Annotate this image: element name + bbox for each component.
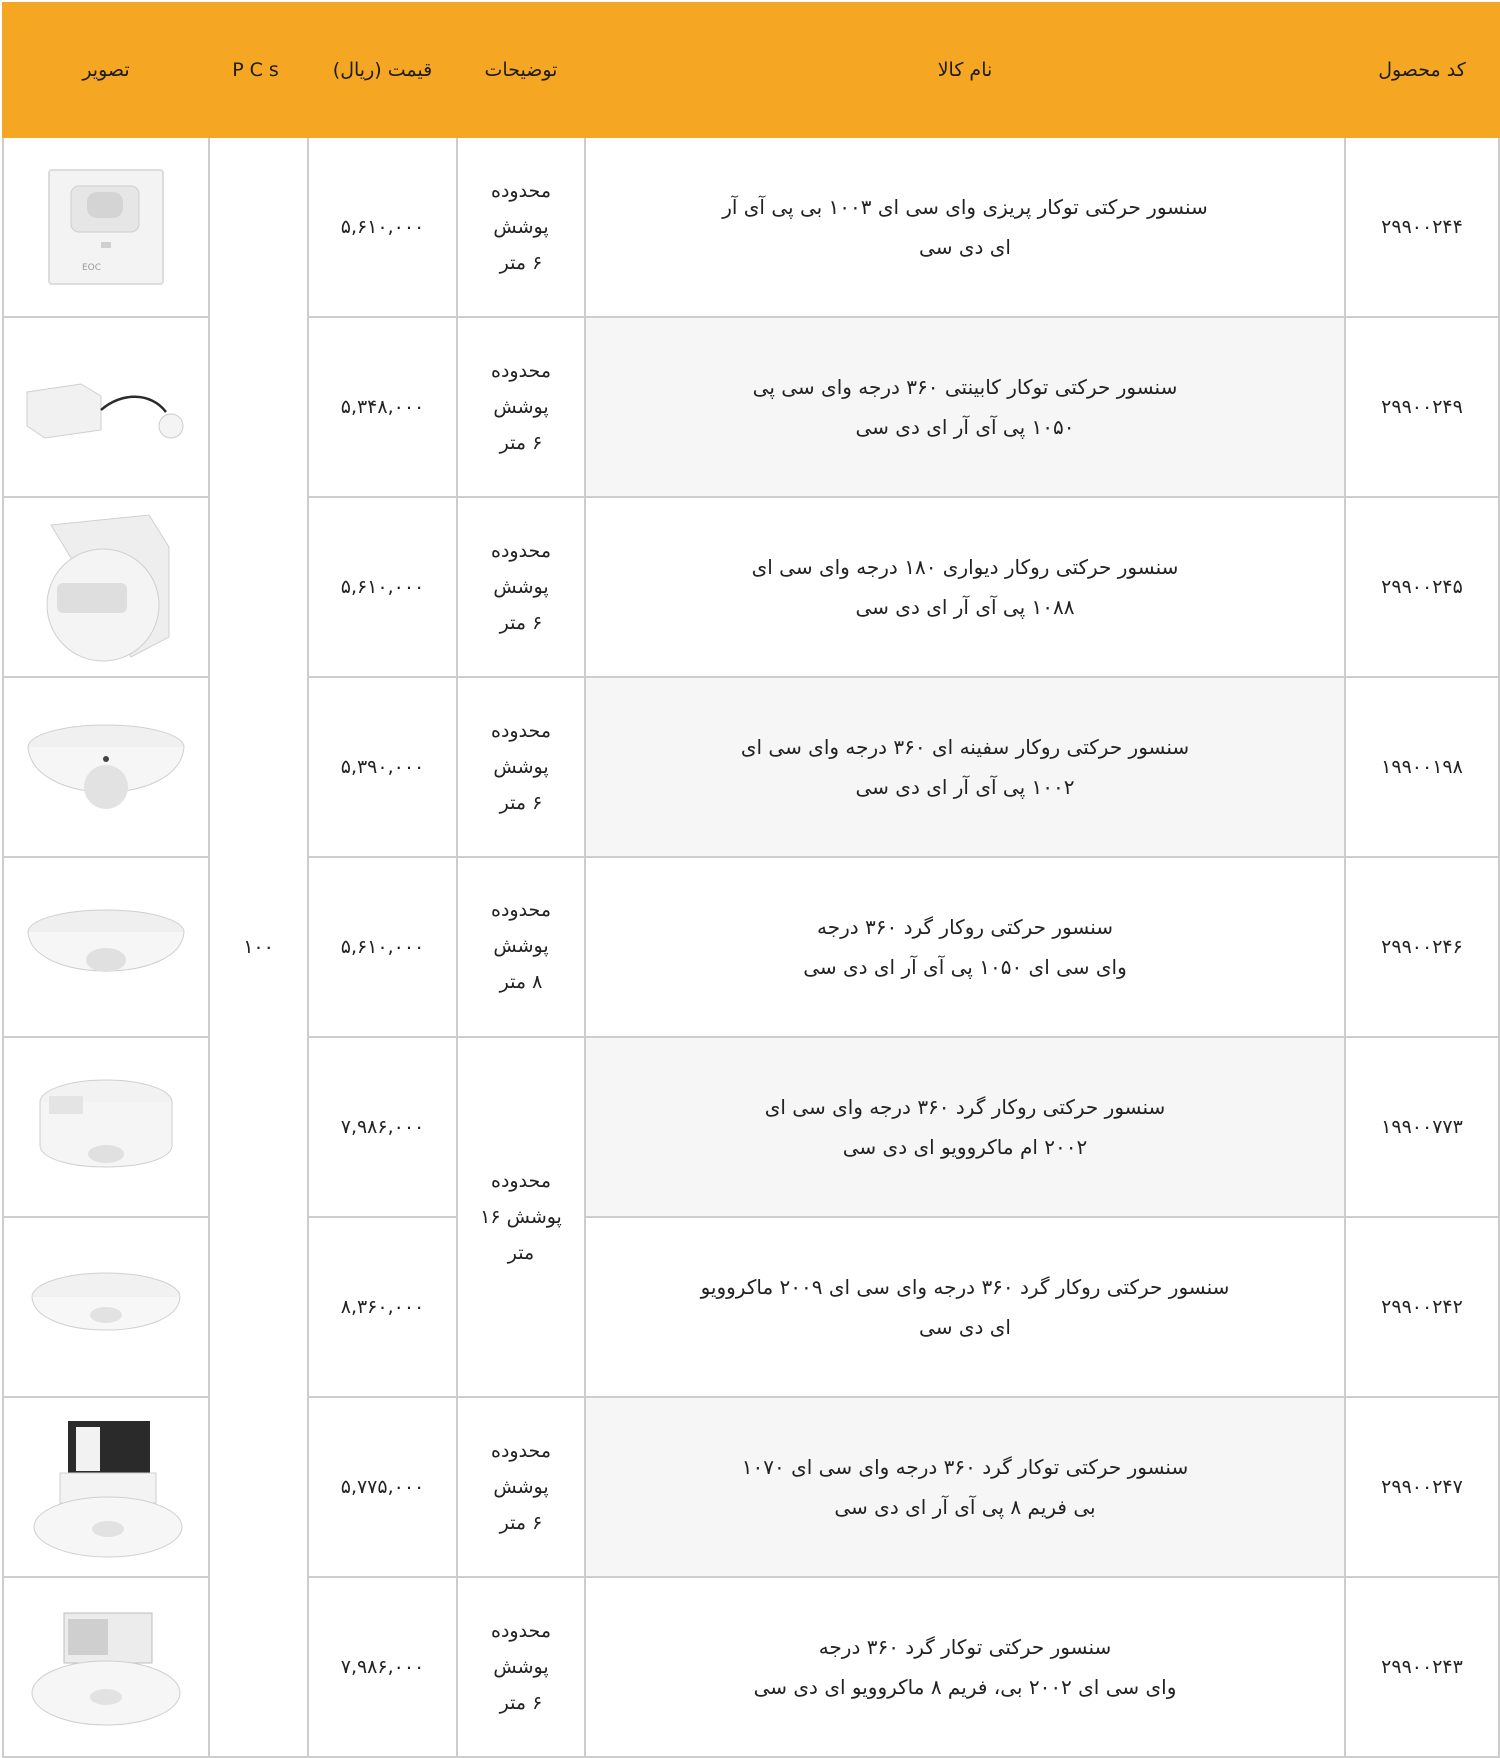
product-description (457, 1397, 585, 1577)
description-line: ۶ متر (499, 432, 543, 454)
product-code: ۲۹۹۰۰۲۴۵ (1345, 497, 1499, 677)
description-line: پوشش ۱۶ (480, 1206, 562, 1228)
price-table (2, 2, 1500, 1758)
description-line: ۶ متر (499, 1512, 543, 1534)
product-name-line: ۱۰۵۰ پی آی آر ای دی سی (855, 415, 1075, 439)
product-name-line: وای سی ای ۱۰۵۰ پی آی آر ای دی سی (803, 955, 1127, 979)
round-sensor-icon (21, 892, 191, 1002)
description-line: پوشش (493, 1656, 549, 1678)
product-image (3, 137, 209, 317)
product-name-line: سنسور حرکتی روکار دیواری ۱۸۰ درجه وای سی ای (751, 555, 1179, 579)
product-name (585, 137, 1345, 317)
product-code: ۲۹۹۰۰۲۴۶ (1345, 857, 1499, 1037)
product-image (3, 497, 209, 677)
product-name (585, 677, 1345, 857)
description-line: محدوده (490, 1170, 551, 1192)
product-name-line: سنسور حرکتی توکار کابینتی ۳۶۰ درجه وای سی پی (752, 375, 1178, 399)
description-line: پوشش (493, 935, 549, 957)
product-code: ۲۹۹۰۰۲۴۹ (1345, 317, 1499, 497)
product-description (457, 317, 585, 497)
product-name-line: سنسور حرکتی روکار گرد ۳۶۰ درجه وای سی ای (764, 1095, 1166, 1119)
product-description (457, 1577, 585, 1757)
svg-text:EOC: EOC (81, 263, 101, 273)
header-price: قیمت (ریال) (308, 3, 457, 137)
product-price: ۵,۶۱۰,۰۰۰ (308, 137, 457, 317)
product-image (3, 1397, 209, 1577)
table-header-row (3, 3, 1499, 137)
product-price: ۸,۳۶۰,۰۰۰ (308, 1217, 457, 1397)
product-name-line: سنسور حرکتی توکار گرد ۳۶۰ درجه (818, 1635, 1112, 1659)
description-line: محدوده (490, 720, 551, 742)
product-price: ۷,۹۸۶,۰۰۰ (308, 1577, 457, 1757)
description-line: ۶ متر (499, 792, 543, 814)
product-description (457, 137, 585, 317)
product-name-line: وای سی ای ۲۰۰۲ بی، فریم ۸ ماکروویو ای دی سی (753, 1675, 1177, 1699)
product-name-line: سنسور حرکتی توکار پریزی وای سی ای ۱۰۰۳ بی پی آی آر (722, 195, 1208, 219)
product-name (585, 1217, 1345, 1397)
description-line: پوشش (493, 756, 549, 778)
description-line: ۶ متر (499, 1692, 543, 1714)
product-code: ۲۹۹۰۰۲۴۲ (1345, 1217, 1499, 1397)
product-name-line: ای دی سی (919, 1315, 1011, 1339)
header-image: تصویر (3, 3, 209, 137)
wall-socket-sensor-icon (41, 162, 171, 292)
product-name (585, 1577, 1345, 1757)
product-code: ۲۹۹۰۰۲۴۴ (1345, 137, 1499, 317)
flush-microwave-sensor-icon (26, 1597, 186, 1737)
product-price: ۵,۳۹۰,۰۰۰ (308, 677, 457, 857)
description-line: ۶ متر (499, 252, 543, 274)
table-row (3, 137, 1499, 317)
dome-sensor-icon (21, 707, 191, 827)
product-description (457, 857, 585, 1037)
header-pcs: PCs (209, 3, 308, 137)
product-code: ۲۹۹۰۰۲۴۷ (1345, 1397, 1499, 1577)
description-line: محدوده (490, 360, 551, 382)
description-line: محدوده (490, 899, 551, 921)
product-name (585, 1037, 1345, 1217)
product-name-line: ۱۰۸۸ پی آی آر ای دی سی (855, 595, 1075, 619)
product-description (457, 1037, 585, 1397)
product-name-line: سنسور حرکتی روکار سفینه ای ۳۶۰ درجه وای سی ای (740, 735, 1190, 759)
description-line: محدوده (490, 1440, 551, 1462)
description-line: ۶ متر (499, 612, 543, 634)
product-name-line: ۱۰۰۲ پی آی آر ای دی سی (855, 775, 1075, 799)
header-desc: توضیحات (457, 3, 585, 137)
product-name (585, 497, 1345, 677)
product-name-line: بی فریم ۸ پی آی آر ای دی سی (834, 1495, 1096, 1519)
product-code: ۲۹۹۰۰۲۴۳ (1345, 1577, 1499, 1757)
header-name: نام کالا (585, 3, 1345, 137)
product-price: ۵,۳۴۸,۰۰۰ (308, 317, 457, 497)
description-line: ۸ متر (499, 971, 543, 993)
product-price: ۵,۷۷۵,۰۰۰ (308, 1397, 457, 1577)
product-image (3, 1577, 209, 1757)
product-price: ۷,۹۸۶,۰۰۰ (308, 1037, 457, 1217)
product-name (585, 857, 1345, 1037)
flush-sensor-icon (26, 1407, 186, 1567)
description-line: پوشش (493, 396, 549, 418)
product-image (3, 677, 209, 857)
product-name (585, 317, 1345, 497)
product-description (457, 677, 585, 857)
wall-mount-sensor-icon (31, 507, 181, 667)
product-code: ۱۹۹۰۰۱۹۸ (1345, 677, 1499, 857)
product-description (457, 497, 585, 677)
header-code: کد محصول (1345, 3, 1499, 137)
product-name-line: سنسور حرکتی روکار گرد ۳۶۰ درجه (817, 915, 1113, 939)
product-name-line: ۲۰۰۲ ام ماکروویو ای دی سی (842, 1135, 1088, 1159)
product-name-line: سنسور حرکتی روکار گرد ۳۶۰ درجه وای سی ای ۲۰۰۹ ماکروویو (700, 1275, 1230, 1299)
description-line: محدوده (490, 1620, 551, 1642)
pcs-value: ۱۰۰ (209, 137, 308, 1757)
product-image (3, 317, 209, 497)
description-line: متر (507, 1242, 535, 1264)
product-name-line: ای دی سی (919, 235, 1011, 259)
description-line: محدوده (490, 180, 551, 202)
cabinet-sensor-icon (21, 352, 191, 462)
product-image (3, 1037, 209, 1217)
product-price: ۵,۶۱۰,۰۰۰ (308, 497, 457, 677)
description-line: پوشش (493, 1476, 549, 1498)
product-code: ۱۹۹۰۰۷۷۳ (1345, 1037, 1499, 1217)
product-image (3, 857, 209, 1037)
product-price: ۵,۶۱۰,۰۰۰ (308, 857, 457, 1037)
description-line: پوشش (493, 216, 549, 238)
product-name (585, 1397, 1345, 1577)
flat-round-sensor-icon (26, 1257, 186, 1357)
description-line: محدوده (490, 540, 551, 562)
description-line: پوشش (493, 576, 549, 598)
product-image (3, 1217, 209, 1397)
product-name-line: سنسور حرکتی توکار گرد ۳۶۰ درجه وای سی ای ۱۰۷۰ (741, 1455, 1189, 1479)
microwave-sensor-icon (31, 1072, 181, 1182)
